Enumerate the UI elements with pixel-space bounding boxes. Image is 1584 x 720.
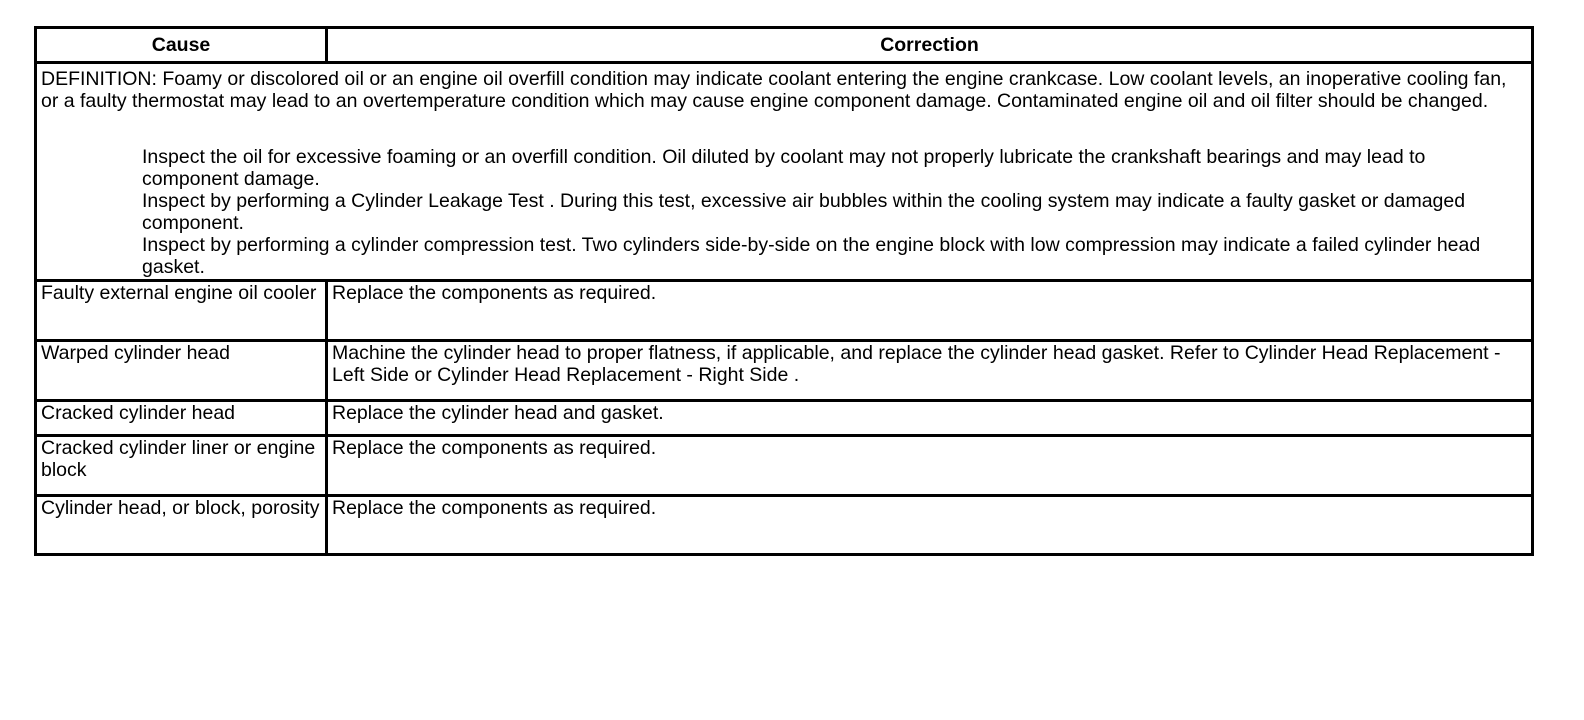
inspection-steps [41,146,1527,278]
correction-cell: Replace the cylinder head and gasket. [327,401,1533,436]
table-row [36,341,1533,401]
inspection-step: Inspect the oil for excessive foaming or an overfill condition. Oil diluted by coolant may not properly lubricate the crankshaft bearings and may lead to component damage. [142,146,1426,190]
correction-cell: Machine the cylinder head to proper flatness, if applicable, and replace the cylinder head gasket. Refer to Cylinder Head Replacement - Left Side or Cylinder Head Replacement - Right Side . [327,341,1533,401]
cause-cell: Cracked cylinder head [36,401,327,436]
correction-column-header: Correction [327,28,1533,63]
diagnostic-table [34,26,1534,556]
cause-cell: Cylinder head, or block, porosity [36,496,327,555]
header-row [36,28,1533,63]
correction-cell: Replace the components as required. [327,436,1533,496]
definition-cell [36,63,1533,281]
inspection-step: Inspect by performing a cylinder compression test. Two cylinders side-by-side on the engine block with low compression may indicate a failed cylinder head gasket. [142,234,1481,278]
inspection-step: Inspect by performing a Cylinder Leakage Test . During this test, excessive air bubbles within the cooling system may indicate a faulty gasket or damaged component. [142,190,1466,234]
table-row [36,281,1533,341]
cause-column-header: Cause [36,28,327,63]
correction-cell: Replace the components as required. [327,496,1533,555]
cause-cell: Faulty external engine oil cooler [36,281,327,341]
cause-cell: Cracked cylinder liner or engine block [36,436,327,496]
cause-cell: Warped cylinder head [36,341,327,401]
table-row [36,496,1533,555]
table-row [36,436,1533,496]
definition-text: DEFINITION: Foamy or discolored oil or an engine oil overfill condition may indicate coolant entering the engine crankcase. Low coolant levels, an inoperative cooling fan, or a faulty thermostat may lead to an overtemperature condition which may cause engine component damage. Contaminated engine oil and oil filter should be changed. [41,68,1507,112]
correction-cell: Replace the components as required. [327,281,1533,341]
definition-row [36,63,1533,281]
table-row [36,401,1533,436]
